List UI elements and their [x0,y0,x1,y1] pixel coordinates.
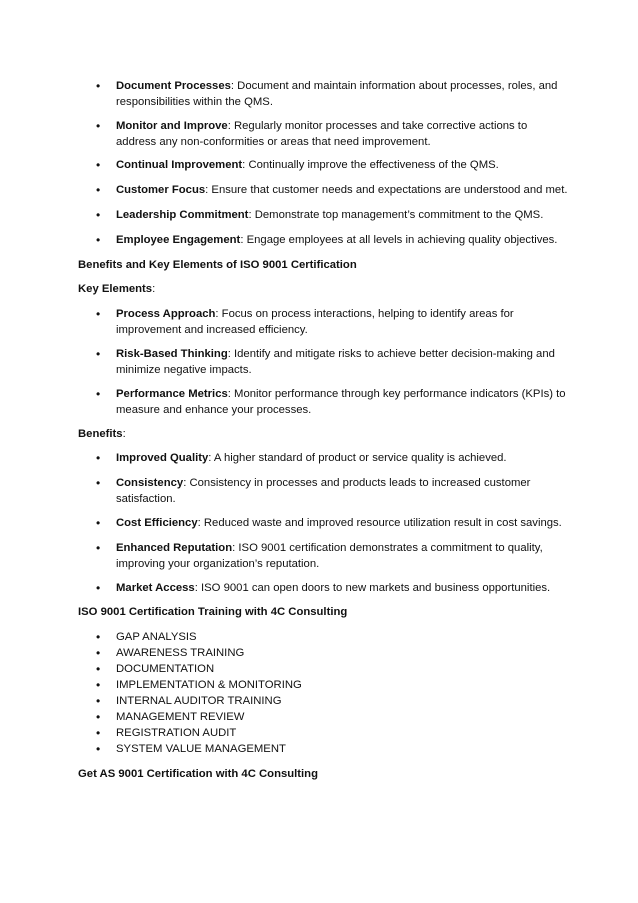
list-item [116,541,568,572]
item-term: Risk-Based Thinking [116,348,228,360]
item-term: Consistency [116,477,184,489]
item-term: Enhanced Reputation [116,542,233,554]
list-item [116,451,568,467]
item-text: : Consistency in processes and products leads to increased customer satisfaction. [116,477,531,505]
item-term: Cost Efficiency [116,517,198,529]
list-item [116,119,568,150]
item-term: Improved Quality [116,452,209,464]
training-item: • AWARENESS TRAINING [116,646,244,662]
training-item: • GAP ANALYSIS [116,630,197,646]
list-item [116,233,568,249]
item-term: Continual Improvement [116,159,243,171]
item-text: : Demonstrate top management’s commitment to the QMS. [248,209,544,221]
list-item [116,516,568,532]
list-item [116,347,568,378]
item-text: : Engage employees at all levels in achieving quality objectives. [240,234,558,246]
training-item: • DOCUMENTATION [116,662,214,678]
subheading-key-elements [78,282,155,298]
list-item [116,158,568,174]
list-item [116,476,568,507]
item-term: Market Access [116,582,195,594]
item-text: : ISO 9001 certification demonstrates a commitment to quality, improving your organization’s reputation. [116,542,543,570]
item-text: : ISO 9001 can open doors to new markets and business opportunities. [194,582,551,594]
item-text: : Monitor performance through key performance indicators (KPIs) to measure and enhance your processes. [116,388,566,416]
section-heading: ISO 9001 Certification Training with 4C Consulting [78,606,348,618]
list-item [116,387,568,418]
list-item [116,307,568,338]
item-text: : Document and maintain information about processes, roles, and responsibilities within the QMS. [116,80,558,108]
item-term: Document Processes [116,80,231,92]
item-text: : Focus on process interactions, helping to identify areas for improvement and increased efficiency. [116,308,514,336]
item-text: : Continually improve the effectiveness of the QMS. [242,159,499,171]
training-item: • IMPLEMENTATION & MONITORING [116,678,302,694]
list-item [116,581,568,597]
item-term: Customer Focus [116,184,206,196]
training-item: • INTERNAL AUDITOR TRAINING [116,694,282,710]
item-term: Performance Metrics [116,388,228,400]
training-item: • REGISTRATION AUDIT [116,726,236,742]
section-heading: Benefits and Key Elements of ISO 9001 Certification [78,259,357,271]
item-term: Leadership Commitment [116,209,249,221]
item-term: Employee Engagement [116,234,241,246]
list-item [116,183,568,199]
item-term: Monitor and Improve [116,120,228,132]
training-item: • MANAGEMENT REVIEW [116,710,244,726]
subheading-colon: : [152,283,156,295]
item-term: Process Approach [116,308,216,320]
subheading-colon: : [122,428,126,440]
list-item [116,79,568,110]
item-text: : Identify and mitigate risks to achieve better decision-making and minimize negative impacts. [116,348,555,376]
training-item: • SYSTEM VALUE MANAGEMENT [116,742,286,758]
subheading-label: Key Elements [78,283,153,295]
item-text: : Regularly monitor processes and take corrective actions to address any non-conformities or areas that need improvement. [116,120,528,148]
section-heading: Get AS 9001 Certification with 4C Consulting [78,768,318,780]
subheading-benefits [78,427,126,443]
item-text: : A higher standard of product or service quality is achieved. [208,452,507,464]
item-text: : Ensure that customer needs and expectations are understood and met. [205,184,568,196]
item-text: : Reduced waste and improved resource utilization result in cost savings. [197,517,562,529]
list-item [116,208,568,224]
subheading-label: Benefits [78,428,123,440]
